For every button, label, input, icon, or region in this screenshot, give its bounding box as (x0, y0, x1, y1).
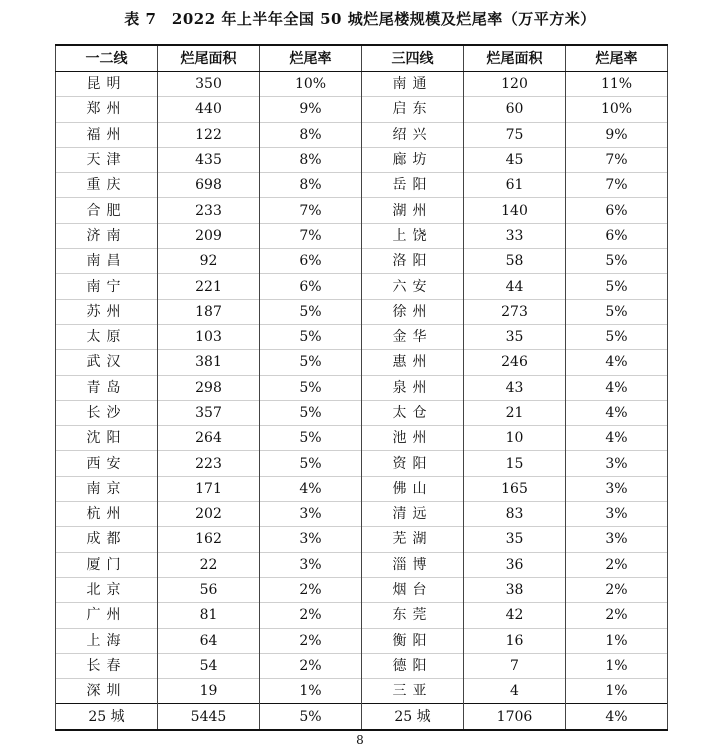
city-tier12-cell: 南京 (56, 476, 158, 501)
rate-tier34-cell: 2% (566, 603, 668, 628)
city-tier12-cell: 北京 (56, 577, 158, 602)
table-row (56, 679, 668, 704)
city-tier34-cell: 清远 (362, 502, 464, 527)
city-tier34-cell: 东莞 (362, 603, 464, 628)
area-tier12-cell: 350 (158, 72, 260, 97)
rate-tier34-cell: 11% (566, 72, 668, 97)
city-tier12-cell: 杭州 (56, 502, 158, 527)
city-tier12-cell: 重庆 (56, 173, 158, 198)
table-row (56, 249, 668, 274)
header-row (56, 45, 668, 72)
rotten-building-table (55, 44, 668, 731)
rate-tier12-cell: 8% (260, 147, 362, 172)
rate-tier12-cell: 2% (260, 653, 362, 678)
table-row (56, 502, 668, 527)
area-tier34-cell: 58 (464, 249, 566, 274)
header-area-34: 烂尾面积 (464, 45, 566, 72)
city-tier12-cell: 长沙 (56, 400, 158, 425)
area-tier12-cell: 202 (158, 502, 260, 527)
table-row (56, 451, 668, 476)
city-tier34-cell: 泉州 (362, 375, 464, 400)
area-tier12-cell: 64 (158, 628, 260, 653)
header-tier12: 一二线 (56, 45, 158, 72)
area-tier34-cell: 61 (464, 173, 566, 198)
city-tier34-cell: 南通 (362, 72, 464, 97)
table-row (56, 324, 668, 349)
total-city-tier12-cell: 25 城 (56, 704, 158, 730)
area-tier12-cell: 19 (158, 679, 260, 704)
city-tier34-cell: 廊坊 (362, 147, 464, 172)
area-tier34-cell: 246 (464, 350, 566, 375)
table-row (56, 476, 668, 501)
table-row (56, 653, 668, 678)
rate-tier12-cell: 7% (260, 198, 362, 223)
city-tier12-cell: 合肥 (56, 198, 158, 223)
table-row (56, 350, 668, 375)
total-rate-tier34-cell: 4% (566, 704, 668, 730)
rate-tier34-cell: 7% (566, 173, 668, 198)
table-row (56, 375, 668, 400)
rate-tier12-cell: 5% (260, 350, 362, 375)
area-tier12-cell: 54 (158, 653, 260, 678)
rate-tier12-cell: 2% (260, 603, 362, 628)
area-tier34-cell: 44 (464, 274, 566, 299)
rate-tier12-cell: 5% (260, 324, 362, 349)
city-tier34-cell: 徐州 (362, 299, 464, 324)
rate-tier12-cell: 3% (260, 552, 362, 577)
city-tier12-cell: 昆明 (56, 72, 158, 97)
city-tier34-cell: 上饶 (362, 223, 464, 248)
area-tier34-cell: 120 (464, 72, 566, 97)
area-tier34-cell: 10 (464, 426, 566, 451)
city-tier34-cell: 资阳 (362, 451, 464, 476)
table-row (56, 147, 668, 172)
area-tier34-cell: 16 (464, 628, 566, 653)
rate-tier12-cell: 7% (260, 223, 362, 248)
rate-tier12-cell: 8% (260, 122, 362, 147)
rate-tier34-cell: 3% (566, 451, 668, 476)
rate-tier12-cell: 5% (260, 299, 362, 324)
city-tier34-cell: 芜湖 (362, 527, 464, 552)
rate-tier34-cell: 4% (566, 400, 668, 425)
area-tier12-cell: 698 (158, 173, 260, 198)
area-tier12-cell: 435 (158, 147, 260, 172)
rate-tier12-cell: 5% (260, 400, 362, 425)
rate-tier34-cell: 3% (566, 476, 668, 501)
rate-tier34-cell: 2% (566, 577, 668, 602)
city-tier12-cell: 济南 (56, 223, 158, 248)
city-tier12-cell: 沈阳 (56, 426, 158, 451)
city-tier34-cell: 湖州 (362, 198, 464, 223)
total-row (56, 704, 668, 730)
rate-tier34-cell: 5% (566, 324, 668, 349)
rate-tier34-cell: 9% (566, 122, 668, 147)
table-caption: 表 7 2022 年上半年全国 50 城烂尾楼规模及烂尾率（万平方米） (124, 10, 596, 28)
header-area-12: 烂尾面积 (158, 45, 260, 72)
city-tier34-cell: 佛山 (362, 476, 464, 501)
area-tier34-cell: 35 (464, 527, 566, 552)
table-row (56, 299, 668, 324)
area-tier12-cell: 209 (158, 223, 260, 248)
header-tier34: 三四线 (362, 45, 464, 72)
area-tier12-cell: 357 (158, 400, 260, 425)
rate-tier34-cell: 5% (566, 274, 668, 299)
rate-tier34-cell: 1% (566, 679, 668, 704)
area-tier12-cell: 103 (158, 324, 260, 349)
area-tier12-cell: 171 (158, 476, 260, 501)
page-number: 8 (356, 733, 364, 747)
area-tier34-cell: 36 (464, 552, 566, 577)
rate-tier34-cell: 6% (566, 198, 668, 223)
area-tier34-cell: 273 (464, 299, 566, 324)
table-row (56, 400, 668, 425)
area-tier34-cell: 165 (464, 476, 566, 501)
area-tier34-cell: 42 (464, 603, 566, 628)
city-tier12-cell: 青岛 (56, 375, 158, 400)
city-tier34-cell: 绍兴 (362, 122, 464, 147)
rate-tier12-cell: 5% (260, 451, 362, 476)
area-tier34-cell: 38 (464, 577, 566, 602)
area-tier34-cell: 140 (464, 198, 566, 223)
rate-tier12-cell: 6% (260, 249, 362, 274)
city-tier34-cell: 六安 (362, 274, 464, 299)
rate-tier12-cell: 3% (260, 502, 362, 527)
area-tier34-cell: 4 (464, 679, 566, 704)
city-tier34-cell: 岳阳 (362, 173, 464, 198)
rate-tier34-cell: 2% (566, 552, 668, 577)
area-tier12-cell: 440 (158, 97, 260, 122)
rate-tier34-cell: 4% (566, 350, 668, 375)
area-tier34-cell: 75 (464, 122, 566, 147)
area-tier34-cell: 60 (464, 97, 566, 122)
rate-tier34-cell: 5% (566, 299, 668, 324)
table-row (56, 577, 668, 602)
city-tier12-cell: 武汉 (56, 350, 158, 375)
area-tier34-cell: 35 (464, 324, 566, 349)
table-row (56, 173, 668, 198)
rate-tier12-cell: 3% (260, 527, 362, 552)
city-tier12-cell: 南昌 (56, 249, 158, 274)
area-tier12-cell: 187 (158, 299, 260, 324)
city-tier34-cell: 德阳 (362, 653, 464, 678)
rate-tier34-cell: 4% (566, 426, 668, 451)
area-tier12-cell: 162 (158, 527, 260, 552)
area-tier34-cell: 21 (464, 400, 566, 425)
city-tier34-cell: 金华 (362, 324, 464, 349)
city-tier34-cell: 惠州 (362, 350, 464, 375)
total-city-tier34-cell: 25 城 (362, 704, 464, 730)
area-tier12-cell: 56 (158, 577, 260, 602)
city-tier34-cell: 启东 (362, 97, 464, 122)
area-tier12-cell: 264 (158, 426, 260, 451)
rate-tier12-cell: 5% (260, 426, 362, 451)
area-tier12-cell: 122 (158, 122, 260, 147)
city-tier34-cell: 烟台 (362, 577, 464, 602)
rate-tier34-cell: 3% (566, 502, 668, 527)
area-tier12-cell: 81 (158, 603, 260, 628)
rate-tier12-cell: 5% (260, 375, 362, 400)
city-tier34-cell: 三亚 (362, 679, 464, 704)
area-tier34-cell: 83 (464, 502, 566, 527)
city-tier12-cell: 广州 (56, 603, 158, 628)
rate-tier34-cell: 1% (566, 628, 668, 653)
city-tier34-cell: 衡阳 (362, 628, 464, 653)
city-tier34-cell: 淄博 (362, 552, 464, 577)
area-tier12-cell: 92 (158, 249, 260, 274)
rate-tier34-cell: 4% (566, 375, 668, 400)
area-tier12-cell: 22 (158, 552, 260, 577)
table-row (56, 122, 668, 147)
rate-tier12-cell: 6% (260, 274, 362, 299)
rate-tier34-cell: 5% (566, 249, 668, 274)
rate-tier12-cell: 9% (260, 97, 362, 122)
table-row (56, 527, 668, 552)
city-tier12-cell: 深圳 (56, 679, 158, 704)
rate-tier34-cell: 10% (566, 97, 668, 122)
area-tier34-cell: 45 (464, 147, 566, 172)
header-rate-34: 烂尾率 (566, 45, 668, 72)
city-tier12-cell: 苏州 (56, 299, 158, 324)
rate-tier12-cell: 10% (260, 72, 362, 97)
city-tier12-cell: 福州 (56, 122, 158, 147)
area-tier12-cell: 223 (158, 451, 260, 476)
city-tier12-cell: 郑州 (56, 97, 158, 122)
table-row (56, 223, 668, 248)
area-tier34-cell: 33 (464, 223, 566, 248)
table-row (56, 628, 668, 653)
table-row (56, 426, 668, 451)
total-area-tier12-cell: 5445 (158, 704, 260, 730)
rate-tier34-cell: 6% (566, 223, 668, 248)
area-tier12-cell: 298 (158, 375, 260, 400)
rate-tier12-cell: 2% (260, 628, 362, 653)
table-row (56, 97, 668, 122)
city-tier34-cell: 池州 (362, 426, 464, 451)
total-area-tier34-cell: 1706 (464, 704, 566, 730)
city-tier12-cell: 南宁 (56, 274, 158, 299)
area-tier34-cell: 43 (464, 375, 566, 400)
rate-tier12-cell: 4% (260, 476, 362, 501)
city-tier34-cell: 太仓 (362, 400, 464, 425)
table-row (56, 198, 668, 223)
rate-tier12-cell: 8% (260, 173, 362, 198)
city-tier12-cell: 上海 (56, 628, 158, 653)
table-row (56, 72, 668, 97)
table-row (56, 552, 668, 577)
header-rate-12: 烂尾率 (260, 45, 362, 72)
area-tier12-cell: 381 (158, 350, 260, 375)
city-tier12-cell: 天津 (56, 147, 158, 172)
city-tier34-cell: 洛阳 (362, 249, 464, 274)
city-tier12-cell: 成都 (56, 527, 158, 552)
rate-tier34-cell: 1% (566, 653, 668, 678)
area-tier12-cell: 221 (158, 274, 260, 299)
city-tier12-cell: 太原 (56, 324, 158, 349)
total-rate-tier12-cell: 5% (260, 704, 362, 730)
table-row (56, 603, 668, 628)
rate-tier12-cell: 2% (260, 577, 362, 602)
city-tier12-cell: 厦门 (56, 552, 158, 577)
rate-tier12-cell: 1% (260, 679, 362, 704)
area-tier12-cell: 233 (158, 198, 260, 223)
area-tier34-cell: 7 (464, 653, 566, 678)
table-body (56, 72, 668, 730)
city-tier12-cell: 西安 (56, 451, 158, 476)
city-tier12-cell: 长春 (56, 653, 158, 678)
area-tier34-cell: 15 (464, 451, 566, 476)
table-row (56, 274, 668, 299)
rate-tier34-cell: 7% (566, 147, 668, 172)
rate-tier34-cell: 3% (566, 527, 668, 552)
